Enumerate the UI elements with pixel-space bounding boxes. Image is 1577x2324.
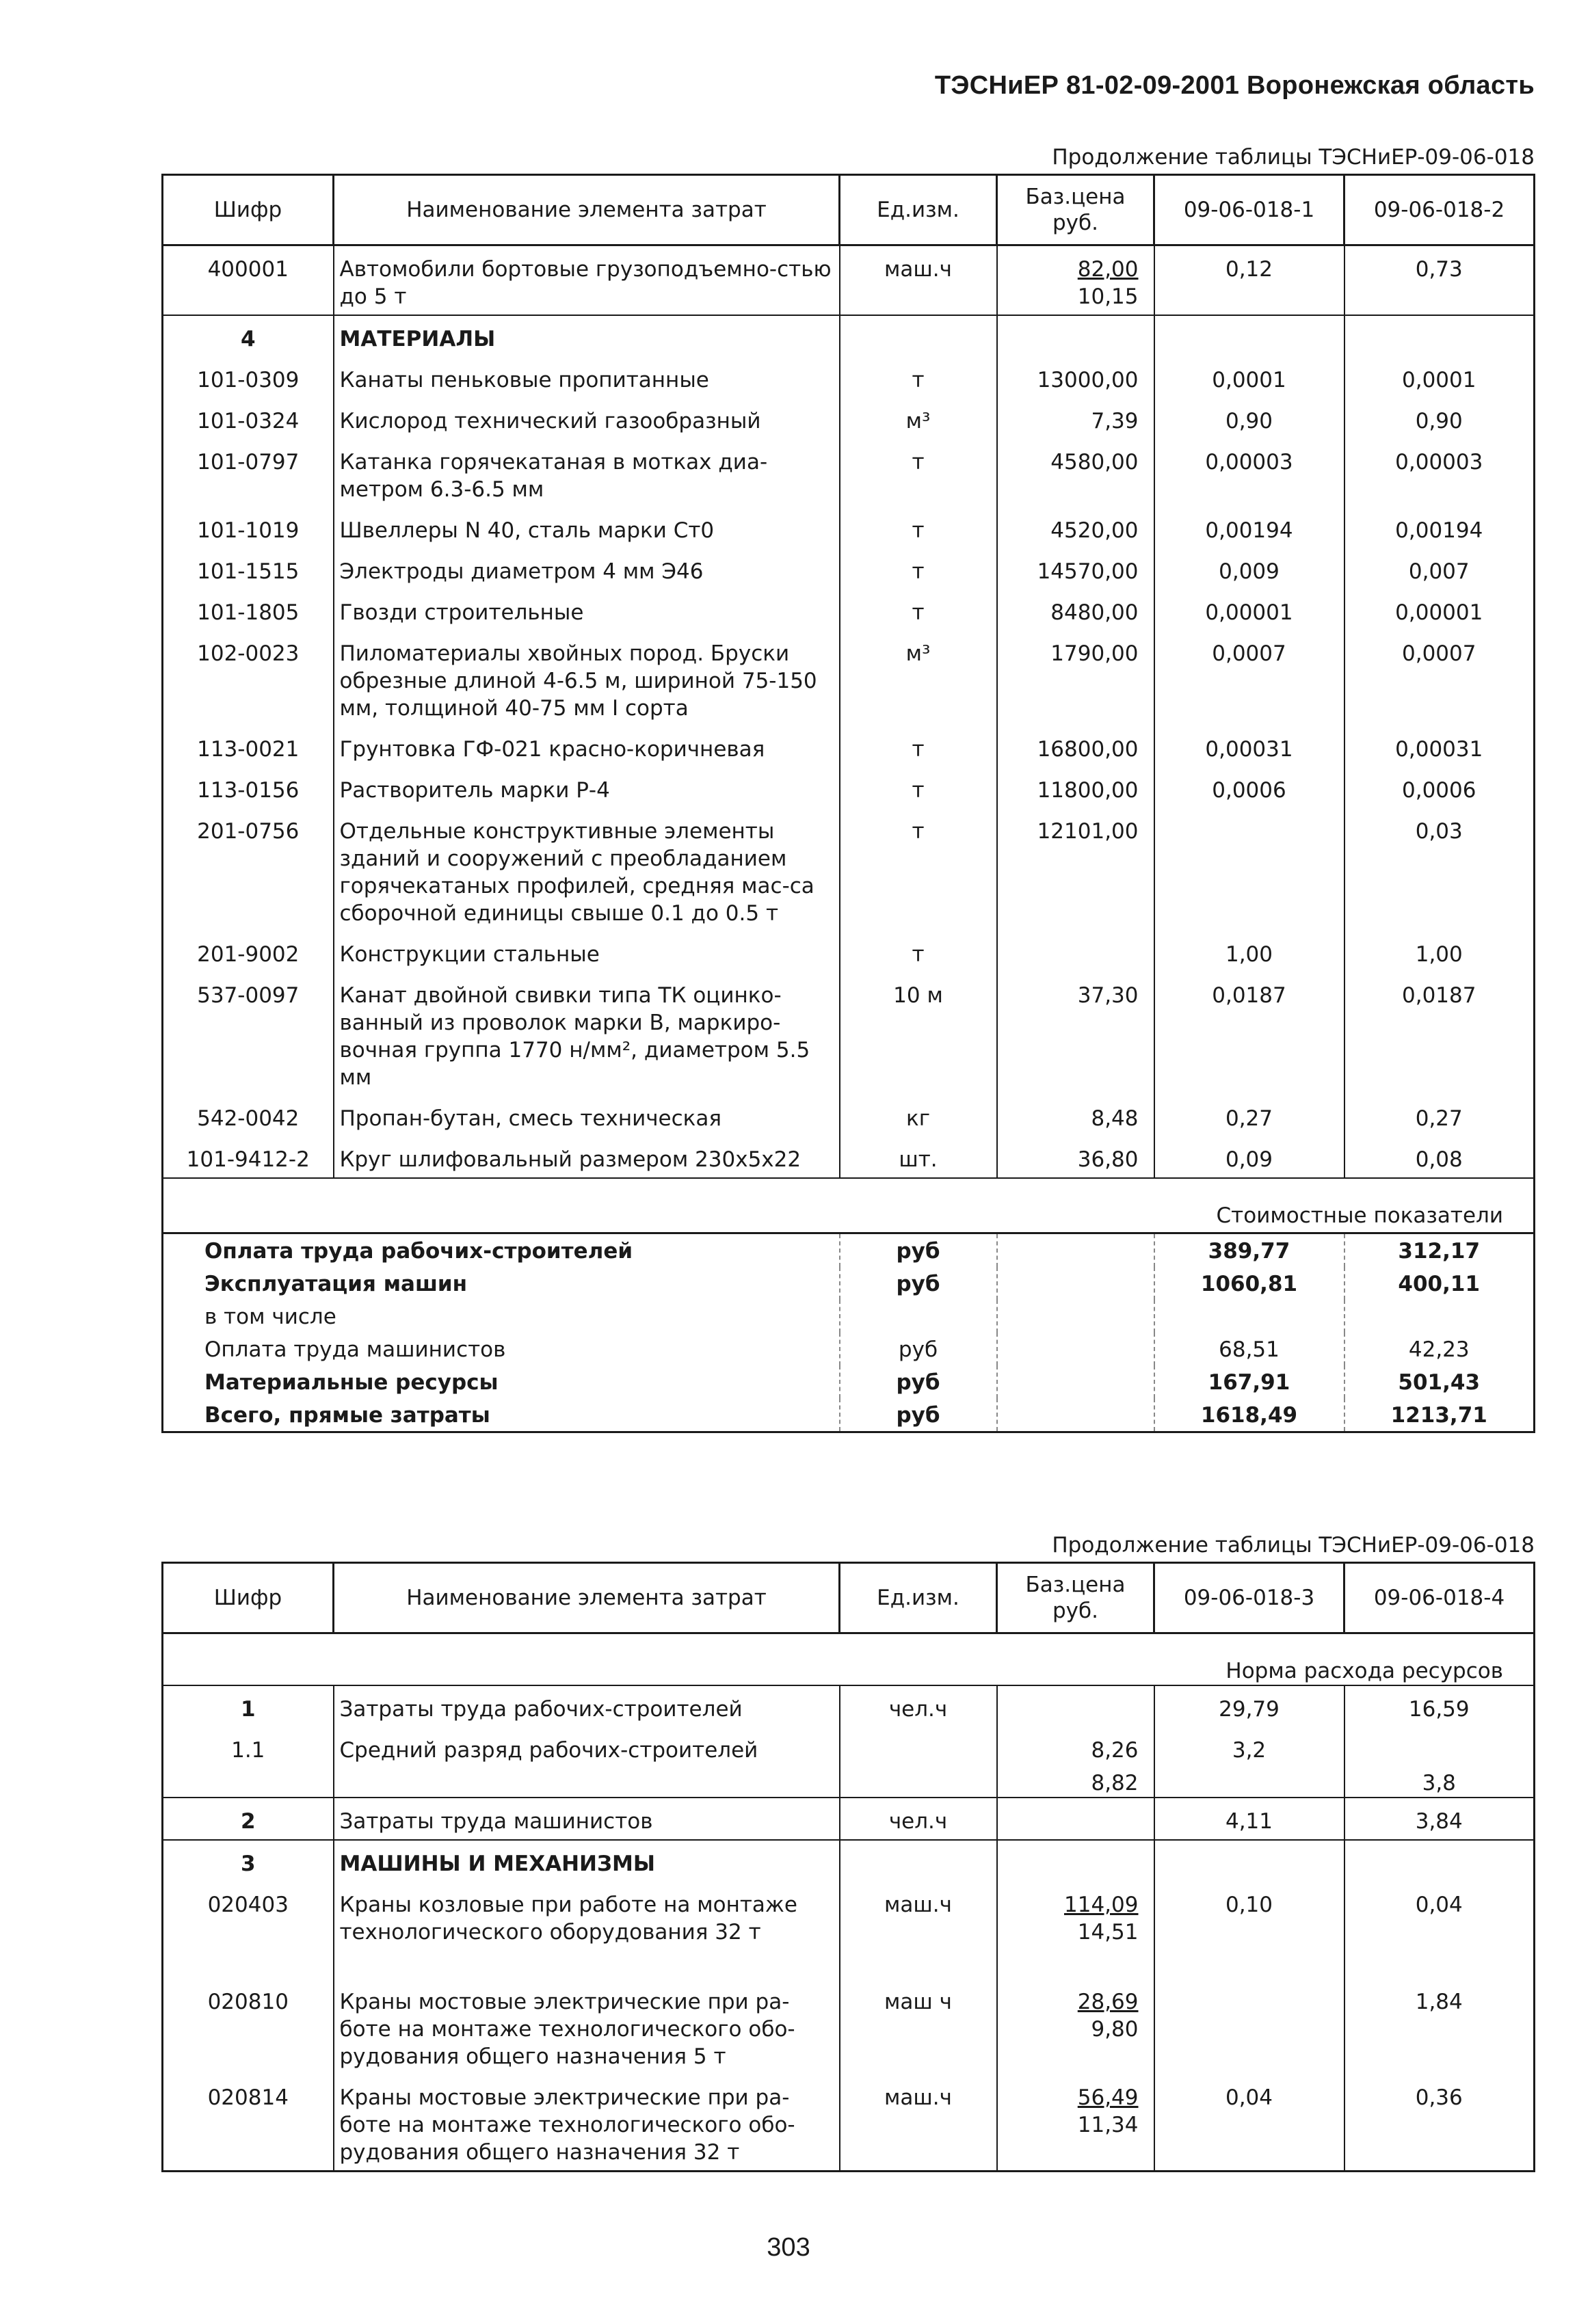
unit-cell: т <box>840 726 997 767</box>
value-b-cell: 0,36 <box>1344 2074 1535 2172</box>
table-row <box>163 972 1535 1095</box>
name-cell: Круг шлифовальный размером 230х5х22 <box>334 1136 840 1178</box>
value-b-cell: 0,27 <box>1344 1095 1535 1136</box>
price-cell <box>997 1685 1154 1727</box>
code-cell: 101-1515 <box>197 559 300 584</box>
name-cell: Автомобили бортовые грузоподъемно-стью до 5 т <box>334 245 840 316</box>
col-price-unit: руб. <box>1052 211 1098 235</box>
summary-row <box>163 1233 1535 1268</box>
price-sub-value: 10,15 <box>1077 284 1139 309</box>
value-a-cell <box>1154 808 1344 931</box>
value-b-cell: 0,0001 <box>1344 357 1535 398</box>
value-a-cell: 3,2 <box>1154 1727 1344 1768</box>
price-value: 56,49 <box>1077 2085 1139 2110</box>
summary-price <box>997 1398 1154 1432</box>
summary-unit: руб <box>840 1333 997 1365</box>
col-a-header: 09-06-018-1 <box>1154 175 1344 245</box>
name-cell: Краны козловые при работе на монтаже технологического оборудования 32 т <box>334 1882 840 1979</box>
name-cell: Затраты труда рабочих-строителей <box>334 1685 840 1727</box>
table2-header-row <box>163 1563 1535 1633</box>
unit-cell: т <box>840 439 997 507</box>
price-cell: 13000,00 <box>997 357 1154 398</box>
unit-cell: т <box>840 589 997 630</box>
value-b-cell: 0,04 <box>1344 1882 1535 1979</box>
name-cell: Гвозди строительные <box>334 589 840 630</box>
name-cell: Затраты труда машинистов <box>334 1798 840 1840</box>
col-unit-header: Ед.изм. <box>840 1563 997 1633</box>
unit-cell: т <box>840 767 997 808</box>
value-a-cell: 0,00031 <box>1154 726 1344 767</box>
value-a-cell: 1,00 <box>1154 931 1344 972</box>
table-row <box>163 808 1535 931</box>
value-b-cell: 0,73 <box>1344 245 1535 316</box>
summary-name: Материальные ресурсы <box>204 1370 499 1395</box>
name-cell: Средний разряд рабочих-строителей <box>334 1727 840 1768</box>
value-b-cell: 0,007 <box>1344 548 1535 589</box>
price-sub-value: 11,34 <box>1077 2113 1139 2137</box>
band-label: Стоимостные показатели <box>163 1178 1535 1233</box>
value-a-cell <box>1154 1768 1344 1798</box>
name-cell: Грунтовка ГФ-021 красно-коричневая <box>334 726 840 767</box>
summary-value-b: 312,17 <box>1344 1233 1535 1268</box>
summary-name: Оплата труда машинистов <box>204 1337 506 1362</box>
value-a-cell: 0,10 <box>1154 1882 1344 1979</box>
price-cell <box>997 1979 1154 2074</box>
value-b-cell: 0,90 <box>1344 398 1535 439</box>
code-cell <box>163 1768 334 1798</box>
summary-row <box>163 1398 1535 1432</box>
table-row <box>163 1136 1535 1178</box>
unit-cell <box>840 315 997 357</box>
price-cell: 16800,00 <box>997 726 1154 767</box>
value-b-cell: 0,00003 <box>1344 439 1535 507</box>
summary-row <box>163 1333 1535 1365</box>
code-cell: 020403 <box>207 1893 289 1917</box>
value-b-cell: 0,0007 <box>1344 630 1535 726</box>
value-b-cell: 0,0006 <box>1344 767 1535 808</box>
code-cell: 113-0021 <box>197 737 300 762</box>
summary-name: Оплата труда рабочих-строителей <box>163 1233 840 1268</box>
price-value: 28,69 <box>1077 1990 1139 2014</box>
name-cell: Пиломатериалы хвойных пород. Бруски обрезные длиной 4-6.5 м, шириной 75-150 мм, толщиной 40-75 мм I сорта <box>334 630 840 726</box>
price-cell: 36,80 <box>997 1136 1154 1178</box>
value-a-cell <box>1154 1979 1344 2074</box>
name-cell: Кислород технический газообразный <box>334 398 840 439</box>
code-cell: 101-1019 <box>197 518 300 543</box>
code-cell: 4 <box>163 315 334 357</box>
summary-row <box>163 1267 1535 1300</box>
value-b-cell: 3,84 <box>1344 1798 1535 1840</box>
unit-cell <box>840 1727 997 1768</box>
summary-unit: руб <box>840 1398 997 1432</box>
value-a-cell: 0,009 <box>1154 548 1344 589</box>
value-b-cell: 1,84 <box>1344 1979 1535 2074</box>
price-cell <box>997 1840 1154 1882</box>
value-a-cell: 0,0187 <box>1154 972 1344 1095</box>
price-sub-value: 14,51 <box>1077 1920 1139 1945</box>
table-row <box>163 1882 1535 1979</box>
price-cell: 8,48 <box>997 1095 1154 1136</box>
col-price-label: Баз.цена <box>1025 185 1126 209</box>
code-cell: 201-0756 <box>197 819 300 844</box>
value-a-cell <box>1154 1840 1344 1882</box>
unit-cell: т <box>840 931 997 972</box>
unit-cell: т <box>840 507 997 548</box>
table-row <box>163 439 1535 507</box>
summary-value-b: 501,43 <box>1344 1365 1535 1398</box>
summary-value-b: 42,23 <box>1344 1333 1535 1365</box>
code-cell: 101-9412-2 <box>186 1147 310 1172</box>
code-cell: 3 <box>163 1840 334 1882</box>
name-cell: Швеллеры N 40, сталь марки Ст0 <box>334 507 840 548</box>
name-cell: Конструкции стальные <box>334 931 840 972</box>
summary-unit: руб <box>840 1365 997 1398</box>
col-price-header <box>997 1563 1154 1633</box>
code-cell: 101-0309 <box>197 368 300 392</box>
code-cell: 020814 <box>207 2085 289 2110</box>
summary-price <box>997 1300 1154 1333</box>
name-cell: Катанка горячекатаная в мотках диа-метром 6.3-6.5 мм <box>334 439 840 507</box>
summary-value-a: 68,51 <box>1154 1333 1344 1365</box>
code-cell: 020810 <box>207 1990 289 2014</box>
name-cell: Растворитель марки Р-4 <box>334 767 840 808</box>
summary-value-b: 400,11 <box>1344 1267 1535 1300</box>
unit-cell: м³ <box>840 398 997 439</box>
summary-price <box>997 1267 1154 1300</box>
col-code-header: Шифр <box>163 175 334 245</box>
code-cell: 101-0797 <box>197 450 300 475</box>
value-a-cell: 0,00194 <box>1154 507 1344 548</box>
price-cell: 8,26 <box>997 1727 1154 1768</box>
value-a-cell: 0,00003 <box>1154 439 1344 507</box>
code-cell: 101-1805 <box>197 600 300 625</box>
band-row <box>163 1633 1535 1686</box>
price-value: 114,09 <box>1064 1893 1139 1917</box>
col-code-header: Шифр <box>163 1563 334 1633</box>
price-cell: 11800,00 <box>997 767 1154 808</box>
value-b-cell: 3,8 <box>1344 1768 1535 1798</box>
value-b-cell: 0,03 <box>1344 808 1535 931</box>
name-cell <box>334 1768 840 1798</box>
price-cell: 8480,00 <box>997 589 1154 630</box>
name-cell: Канаты пеньковые пропитанные <box>334 357 840 398</box>
unit-cell: т <box>840 808 997 931</box>
unit-cell: маш.ч <box>840 1882 997 1979</box>
value-b-cell: 0,0187 <box>1344 972 1535 1095</box>
summary-value-b: 1213,71 <box>1344 1398 1535 1432</box>
table-row <box>163 398 1535 439</box>
name-cell: Пропан-бутан, смесь техническая <box>334 1095 840 1136</box>
summary-name: Всего, прямые затраты <box>204 1403 490 1428</box>
col-price-header <box>997 175 1154 245</box>
table-row <box>163 767 1535 808</box>
table-row <box>163 1768 1535 1798</box>
summary-unit: руб <box>840 1267 997 1300</box>
table2-caption: Продолжение таблицы ТЭСНиЕР-09-06-018 <box>1052 1533 1535 1558</box>
table1-body <box>163 245 1535 1432</box>
value-a-cell: 0,90 <box>1154 398 1344 439</box>
code-cell: 1.1 <box>231 1738 265 1763</box>
price-cell: 4520,00 <box>997 507 1154 548</box>
name-cell: Электроды диаметром 4 мм Э46 <box>334 548 840 589</box>
unit-cell: чел.ч <box>840 1685 997 1727</box>
price-cell: 4580,00 <box>997 439 1154 507</box>
unit-cell: чел.ч <box>840 1798 997 1840</box>
value-b-cell: 0,00031 <box>1344 726 1535 767</box>
price-cell <box>997 1798 1154 1840</box>
code-cell: 542-0042 <box>197 1106 300 1131</box>
summary-price <box>997 1365 1154 1398</box>
price-cell <box>997 2074 1154 2172</box>
summary-value-b <box>1344 1300 1535 1333</box>
price-sub-value: 9,80 <box>1091 2017 1139 2042</box>
summary-value-a: 167,91 <box>1154 1365 1344 1398</box>
table-row <box>163 548 1535 589</box>
table-row <box>163 2074 1535 2172</box>
code-cell: 2 <box>163 1798 334 1840</box>
summary-value-a <box>1154 1300 1344 1333</box>
table-row <box>163 357 1535 398</box>
col-b-header: 09-06-018-4 <box>1344 1563 1535 1633</box>
code-cell: 201-9002 <box>197 942 300 967</box>
name-cell: МАТЕРИАЛЫ <box>334 315 840 357</box>
summary-value-a: 1618,49 <box>1154 1398 1344 1432</box>
unit-cell: м³ <box>840 630 997 726</box>
unit-cell: маш.ч <box>840 2074 997 2172</box>
value-b-cell <box>1344 1840 1535 1882</box>
unit-cell <box>840 1840 997 1882</box>
price-cell: 12101,00 <box>997 808 1154 931</box>
table1-header-row <box>163 175 1535 245</box>
price-cell <box>997 245 1154 316</box>
table1-caption: Продолжение таблицы ТЭСНиЕР-09-06-018 <box>1052 145 1535 170</box>
name-cell: МАШИНЫ И МЕХАНИЗМЫ <box>334 1840 840 1882</box>
unit-cell: маш.ч <box>840 245 997 316</box>
price-cell: 8,82 <box>997 1768 1154 1798</box>
unit-cell: шт. <box>840 1136 997 1178</box>
table-row <box>163 1798 1535 1840</box>
summary-name: в том числе <box>204 1305 336 1329</box>
document-header: ТЭСНиЕР 81-02-09-2001 Воронежская область <box>934 71 1535 100</box>
col-unit-header: Ед.изм. <box>840 175 997 245</box>
table-row <box>163 726 1535 767</box>
col-name-header: Наименование элемента затрат <box>334 1563 840 1633</box>
code-cell: 1 <box>163 1685 334 1727</box>
name-cell: Канат двойной свивки типа ТК оцинко-ванный из проволок марки В, маркиро-вочная группа 1770 н/мм², диаметром 5.5 мм <box>334 972 840 1095</box>
value-a-cell: 0,00001 <box>1154 589 1344 630</box>
table-row <box>163 315 1535 357</box>
price-value: 82,00 <box>1077 257 1139 282</box>
summary-row <box>163 1300 1535 1333</box>
table-row <box>163 931 1535 972</box>
col-name-header: Наименование элемента затрат <box>334 175 840 245</box>
value-a-cell: 0,0001 <box>1154 357 1344 398</box>
table2 <box>161 1562 1535 2172</box>
col-price-label: Баз.цена <box>1025 1573 1126 1597</box>
name-cell: Отдельные конструктивные элементы зданий и сооружений с преобладанием горячекатаных профилей, средняя мас-са сборочной единицы свыше 0.1 до 0.5 т <box>334 808 840 931</box>
value-b-cell: 1,00 <box>1344 931 1535 972</box>
unit-cell: маш ч <box>840 1979 997 2074</box>
code-cell: 101-0324 <box>197 409 300 433</box>
price-cell <box>997 1882 1154 1979</box>
value-b-cell: 0,08 <box>1344 1136 1535 1178</box>
unit-cell: 10 м <box>840 972 997 1095</box>
unit-cell: т <box>840 548 997 589</box>
table-row <box>163 1979 1535 2074</box>
table-row <box>163 1840 1535 1882</box>
value-b-cell <box>1344 315 1535 357</box>
table-row <box>163 1095 1535 1136</box>
band-row <box>163 1178 1535 1233</box>
value-a-cell: 0,0007 <box>1154 630 1344 726</box>
col-a-header: 09-06-018-3 <box>1154 1563 1344 1633</box>
summary-row <box>163 1365 1535 1398</box>
page-number: 303 <box>767 2233 810 2262</box>
table-row <box>163 507 1535 548</box>
table1 <box>161 174 1535 1433</box>
price-cell <box>997 931 1154 972</box>
code-cell: 102-0023 <box>197 641 300 666</box>
unit-cell: кг <box>840 1095 997 1136</box>
value-b-cell <box>1344 1727 1535 1768</box>
value-a-cell: 0,0006 <box>1154 767 1344 808</box>
value-a-cell: 0,27 <box>1154 1095 1344 1136</box>
summary-value-a: 1060,81 <box>1154 1267 1344 1300</box>
price-cell: 37,30 <box>997 972 1154 1095</box>
value-a-cell: 29,79 <box>1154 1685 1344 1727</box>
summary-unit <box>840 1300 997 1333</box>
col-price-unit: руб. <box>1052 1599 1098 1623</box>
code-cell: 537-0097 <box>197 983 300 1008</box>
unit-cell: т <box>840 357 997 398</box>
value-b-cell: 0,00001 <box>1344 589 1535 630</box>
summary-unit: руб <box>840 1233 997 1268</box>
col-b-header: 09-06-018-2 <box>1344 175 1535 245</box>
value-b-cell: 16,59 <box>1344 1685 1535 1727</box>
summary-price <box>997 1333 1154 1365</box>
code-cell: 113-0156 <box>197 778 300 803</box>
value-a-cell <box>1154 315 1344 357</box>
summary-name: Эксплуатация машин <box>204 1272 468 1296</box>
name-cell: Краны мостовые электрические при ра-боте на монтаже технологического обо-рудования общего назначения 5 т <box>334 1979 840 2074</box>
table-row <box>163 630 1535 726</box>
code-cell: 400001 <box>163 245 334 316</box>
table2-body <box>163 1633 1535 2172</box>
price-cell: 7,39 <box>997 398 1154 439</box>
name-cell: Краны мостовые электрические при ра-боте на монтаже технологического обо-рудования общего назначения 32 т <box>334 2074 840 2172</box>
table-row <box>163 245 1535 316</box>
band-label: Норма расхода ресурсов <box>163 1633 1535 1686</box>
value-b-cell: 0,00194 <box>1344 507 1535 548</box>
summary-value-a: 389,77 <box>1154 1233 1344 1268</box>
table-row <box>163 589 1535 630</box>
value-a-cell: 0,04 <box>1154 2074 1344 2172</box>
value-a-cell: 0,09 <box>1154 1136 1344 1178</box>
price-cell <box>997 315 1154 357</box>
unit-cell <box>840 1768 997 1798</box>
table-row <box>163 1727 1535 1768</box>
value-a-cell: 4,11 <box>1154 1798 1344 1840</box>
table-row <box>163 1685 1535 1727</box>
price-cell: 1790,00 <box>997 630 1154 726</box>
summary-price <box>997 1233 1154 1268</box>
value-a-cell: 0,12 <box>1154 245 1344 316</box>
price-cell: 14570,00 <box>997 548 1154 589</box>
